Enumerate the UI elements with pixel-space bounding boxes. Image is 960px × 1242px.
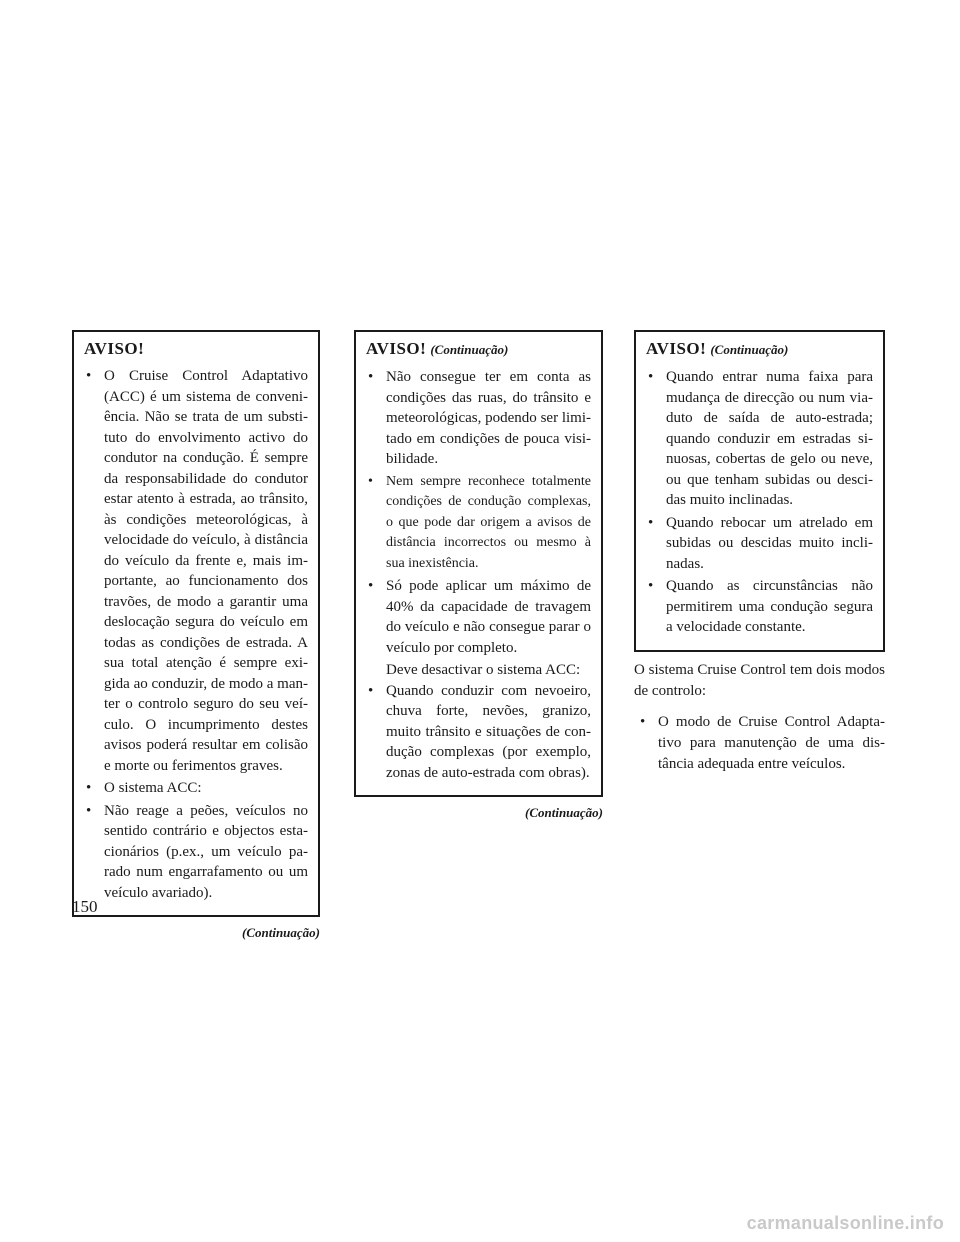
list-item <box>366 472 591 575</box>
warning-list <box>646 367 873 638</box>
list-item <box>646 513 873 575</box>
list-item-text: Não reage a peões, veículos no sentido contrário e objectos esta-cionários (p.ex., um veículo pa-rado num engarrafamento ou um veículo avariado). <box>104 802 308 901</box>
list-item <box>366 576 591 658</box>
list-item <box>366 367 591 470</box>
list-item <box>84 801 308 904</box>
list-item-text: O sistema ACC: <box>104 780 202 796</box>
list-item-text: Quando rebocar um atrelado em subidas ou descidas muito incli-nadas. <box>666 514 873 572</box>
warning-title-continuation: (Continuação) <box>710 342 789 357</box>
list-item-text: Quando entrar numa faixa para mudança de direcção ou num via-duto de saída de auto-estrada; quando conduzir em estradas si-nuosas, cobertas de gelo ou neve, ou que tenham subidas ou desci-das muito inclinadas. <box>666 369 873 508</box>
list-item-text: Nem sempre reconhece totalmente condições de condução complexas, o que pode dar origem a avisos de distância incorrectos ou mesmo à sua inexistência. <box>386 473 591 571</box>
bullet-icon: • <box>368 369 374 385</box>
warning-list <box>84 366 308 903</box>
warning-title-text: AVISO! <box>366 339 427 358</box>
bullet-icon: • <box>368 682 374 699</box>
list-item <box>646 576 873 638</box>
warning-title-text: AVISO! <box>646 339 707 358</box>
warning-title <box>646 338 873 361</box>
list-item <box>634 712 885 775</box>
body-paragraph: O sistema Cruise Control tem dois modos de controlo: <box>634 661 885 699</box>
list-item-text: O modo de Cruise Control Adapta-tivo para manutenção de uma dis-tância adequada entre veículos. <box>658 713 885 772</box>
column-1 <box>72 330 320 941</box>
warning-title <box>366 338 591 361</box>
bullet-icon: • <box>86 802 92 819</box>
warning-list <box>366 367 591 658</box>
warning-list-2 <box>366 681 591 784</box>
list-item-text: Quando conduzir com nevoeiro, chuva forte, nevões, granizo, muito trânsito e situações de con-dução complexas (por exemplo, zonas de auto-estrada com obras). <box>386 682 591 781</box>
column-2 <box>354 330 603 821</box>
list-item-text: Não consegue ter em conta as condições das ruas, do trânsito e meteorológicas, podendo ser limi-tado em condições de pouca visi-bilidade. <box>386 369 591 467</box>
deactivate-line: Deve desactivar o sistema ACC: <box>386 662 581 678</box>
continuation-label: (Continuação) <box>241 925 320 940</box>
bullet-icon: • <box>368 473 373 489</box>
column-3 <box>634 330 885 775</box>
list-item-text: Quando as circunstâncias não permitirem uma condução segura a velocidade constante. <box>666 578 873 635</box>
bullet-icon: • <box>368 578 374 594</box>
watermark-text: carmanualsonline.info <box>746 1213 944 1233</box>
list-item <box>366 681 591 784</box>
bullet-icon: • <box>648 514 654 531</box>
warning-box-2 <box>354 330 603 797</box>
bullet-icon: • <box>648 578 654 594</box>
warning-title-text: AVISO! <box>84 339 145 358</box>
modes-list <box>634 712 885 775</box>
warning-title-continuation: (Continuação) <box>430 342 509 357</box>
page-number: 150 <box>72 897 98 916</box>
warning-box-1 <box>72 330 320 917</box>
bullet-icon: • <box>640 713 646 730</box>
list-item-text: Só pode aplicar um máximo de 40% da capacidade de travagem do veículo e não consegue parar o veículo por completo. <box>386 578 591 656</box>
list-item-text: O Cruise Control Adaptativo (ACC) é um sistema de conveni-ência. Não se trata de um substi-tuto do envolvimento activo do condutor na condução. É sempre da responsabilidade do condutor estar atento à estrada, ao trânsito, às condições meteorológicas, à velocidade do veículo, à distância do veículo da frente e, mais im-portante, ao funcionamento dos travões, de modo a garantir uma deslocação segura do veículo em todas as condições de estrada. A sua total atenção é sempre exi-gida ao conduzir, de modo a man-ter o controlo seguro do seu veí-culo. O incumprimento destes avisos poderá resultar em colisão e morte ou ferimentos graves. <box>104 368 308 774</box>
bullet-icon: • <box>648 369 654 385</box>
list-item <box>646 367 873 511</box>
bullet-icon: • <box>86 780 92 796</box>
list-item <box>84 778 308 799</box>
bullet-icon: • <box>86 368 92 384</box>
list-item <box>84 366 308 776</box>
warning-title <box>84 338 308 360</box>
continuation-label: (Continuação) <box>524 805 603 820</box>
warning-box-3 <box>634 330 885 652</box>
